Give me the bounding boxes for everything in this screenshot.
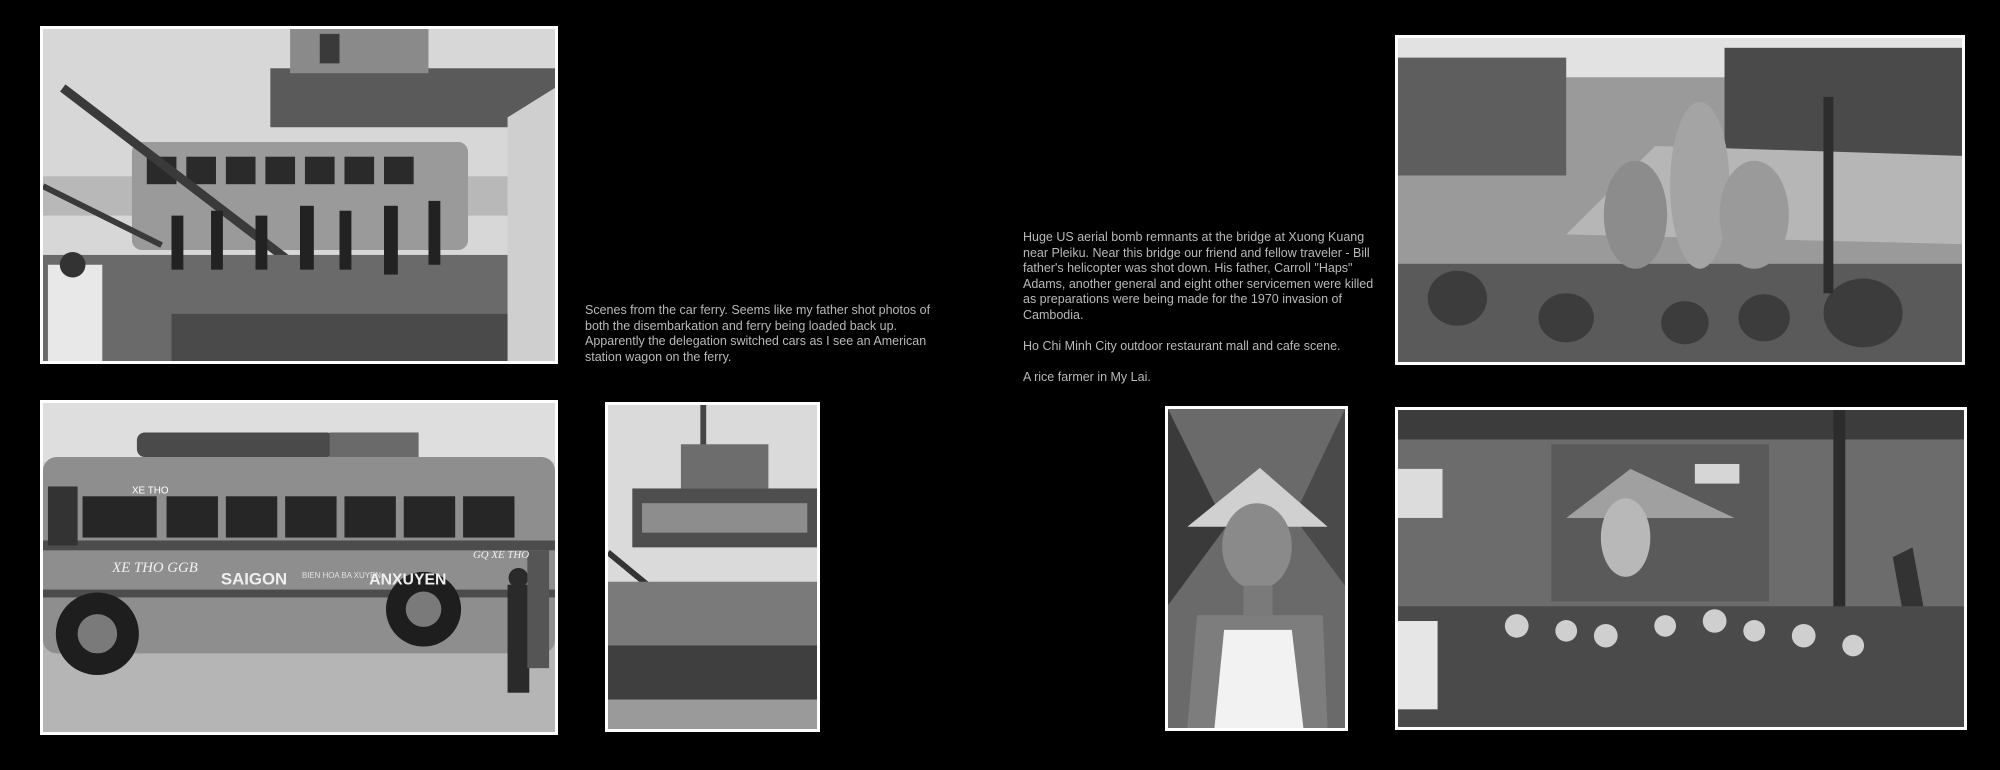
ferry-caption	[585, 303, 945, 381]
bus-route-top: XE THO	[131, 485, 169, 497]
photo-bomb-remnants	[1395, 35, 1965, 365]
bus-destination-sign: ANXUYEN	[369, 571, 447, 589]
photo-saigon-bus	[40, 400, 558, 735]
photo-ferry-disembarkation	[40, 26, 558, 364]
restaurant-mall-caption: Ho Chi Minh City outdoor restaurant mall and cafe scene.	[1023, 338, 1341, 353]
rice-farmer-caption: A rice farmer in My Lai.	[1023, 369, 1151, 384]
photo-ferry-loading	[605, 402, 820, 732]
bus-route-script: XE THO GGB	[112, 559, 198, 576]
bus-city-sign: SAIGON	[220, 569, 288, 589]
bus-route-right: GQ XE THO	[472, 549, 530, 562]
bus-middle-sign: BIEN HOA BA XUYEN	[301, 570, 381, 580]
photo-restaurant-mall	[1395, 407, 1967, 730]
bomb-remnants-caption: Huge US aerial bomb remnants at the bridge at Xuong Kuang near Pleiku. Near this bridge our friend and fellow traveler - Bill father's helicopter was shot down. His father, Carroll "Haps" Adams, another general and eight other servicemen were killed as preparations were being made for the 1970 invasion of Cambodia.	[1023, 230, 1374, 322]
ferry-caption-text: Scenes from the car ferry. Seems like my father shot photos of both the disembarkation and ferry being loaded back up. Apparently the delegation switched cars as I see an American station wagon on the ferry.	[585, 303, 931, 364]
right-page-captions	[1023, 230, 1381, 401]
photo-rice-farmer	[1165, 406, 1348, 731]
